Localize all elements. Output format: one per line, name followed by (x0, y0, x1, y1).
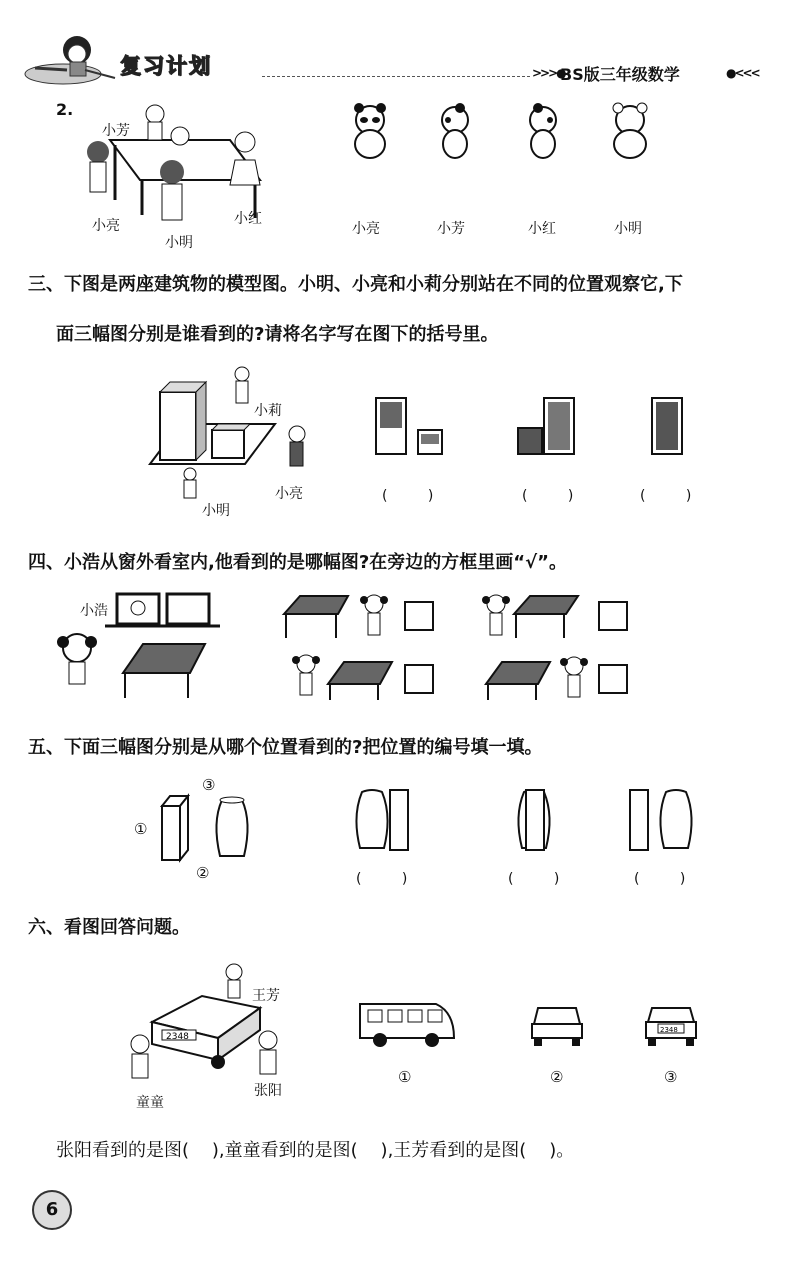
q4-option-c-image (288, 654, 398, 702)
q5-answer-blank-1[interactable]: ( ) (356, 871, 426, 887)
q5-position-1: ① (134, 820, 148, 838)
q2-label-ming: 小明 (165, 235, 193, 251)
q3-question-line1: 三、下图是两座建筑物的模型图。小明、小亮和小莉分别站在不同的位置观察它,下 (28, 274, 683, 295)
q3-answer-blank-2[interactable]: ( ) (522, 488, 592, 504)
q6-option-2-car-front (530, 1004, 584, 1048)
q2-label-hong: 小红 (234, 211, 262, 227)
q4-checkbox-a[interactable] (404, 601, 434, 631)
q5-position-2: ② (196, 864, 210, 882)
q4-option-b-image (478, 594, 588, 642)
header-divider (262, 76, 530, 77)
q4-question: 四、小浩从窗外看室内,他看到的是哪幅图?在旁边的方框里画“√”。 (28, 552, 567, 573)
chevron-left-icon: ●<<< (726, 66, 759, 80)
chevron-right-icon: >>>● (532, 66, 565, 80)
q4-option-d-image (484, 654, 594, 702)
q5-position-3: ③ (202, 776, 216, 794)
q5-scene-box-and-vase (160, 794, 260, 864)
q4-checkbox-c[interactable] (404, 664, 434, 694)
mascot-girl-illustration (15, 30, 125, 90)
q4-checkbox-b[interactable] (598, 601, 628, 631)
q3-question-line2: 面三幅图分别是谁看到的?请将名字写在图下的括号里。 (56, 324, 499, 345)
page-number: 6 (32, 1190, 72, 1230)
q4-label-hao: 小浩 (80, 603, 108, 619)
q2-view-label-2: 小芳 (437, 221, 465, 237)
q6-question: 六、看图回答问题。 (28, 917, 190, 938)
q4-checkbox-d[interactable] (598, 664, 628, 694)
q2-view-label-1: 小亮 (352, 221, 380, 237)
q2-view-label-3: 小红 (528, 221, 556, 237)
q2-panda-front (345, 102, 395, 162)
q3-answer-blank-1[interactable]: ( ) (382, 488, 452, 504)
q3-label-ming: 小明 (202, 503, 230, 519)
header-grade: BS版三年级数学 (560, 65, 680, 84)
q5-view-c (628, 786, 698, 856)
q6-label-wang: 王芳 (252, 988, 280, 1004)
q3-view-2 (516, 396, 576, 456)
q4-option-a-image (282, 594, 392, 642)
q5-view-b (514, 786, 564, 856)
q5-question: 五、下面三幅图分别是从哪个位置看到的?把位置的编号填一填。 (28, 737, 543, 758)
q2-panda-back (605, 102, 655, 162)
q6-option-3-car-back (644, 1004, 698, 1048)
q6-label-zhang: 张阳 (254, 1083, 282, 1099)
q6-option-1-label: ① (398, 1068, 412, 1086)
q2-panda-side-left (430, 102, 480, 162)
q4-window-scene (55, 588, 225, 698)
q3-view-3 (650, 396, 684, 456)
q6-option-3-plate: 2348 (660, 1026, 678, 1034)
q3-label-li: 小莉 (254, 403, 282, 419)
q6-license-plate: 2348 (166, 1032, 189, 1042)
q3-answer-blank-3[interactable]: ( ) (640, 488, 710, 504)
q3-view-1 (374, 396, 444, 456)
q5-answer-blank-2[interactable]: ( ) (508, 871, 578, 887)
q5-answer-blank-3[interactable]: ( ) (634, 871, 704, 887)
q2-label-liang: 小亮 (92, 218, 120, 234)
q2-view-label-4: 小明 (614, 221, 642, 237)
q2-number: 2. (56, 100, 74, 119)
q6-option-1-van-side (358, 998, 458, 1048)
q2-label-fang: 小芳 (102, 123, 130, 139)
q6-option-3-label: ③ (664, 1068, 678, 1086)
q6-label-tong: 童童 (136, 1095, 164, 1111)
q6-answer-line[interactable]: 张阳看到的是图( ),童童看到的是图( ),王芳看到的是图( )。 (56, 1140, 575, 1161)
header-title: 复习计划 (120, 54, 212, 78)
q2-panda-side-right (518, 102, 568, 162)
q3-label-liang: 小亮 (275, 486, 303, 502)
q3-building-scene (140, 368, 320, 498)
q6-option-2-label: ② (550, 1068, 564, 1086)
q5-view-a (350, 786, 420, 856)
